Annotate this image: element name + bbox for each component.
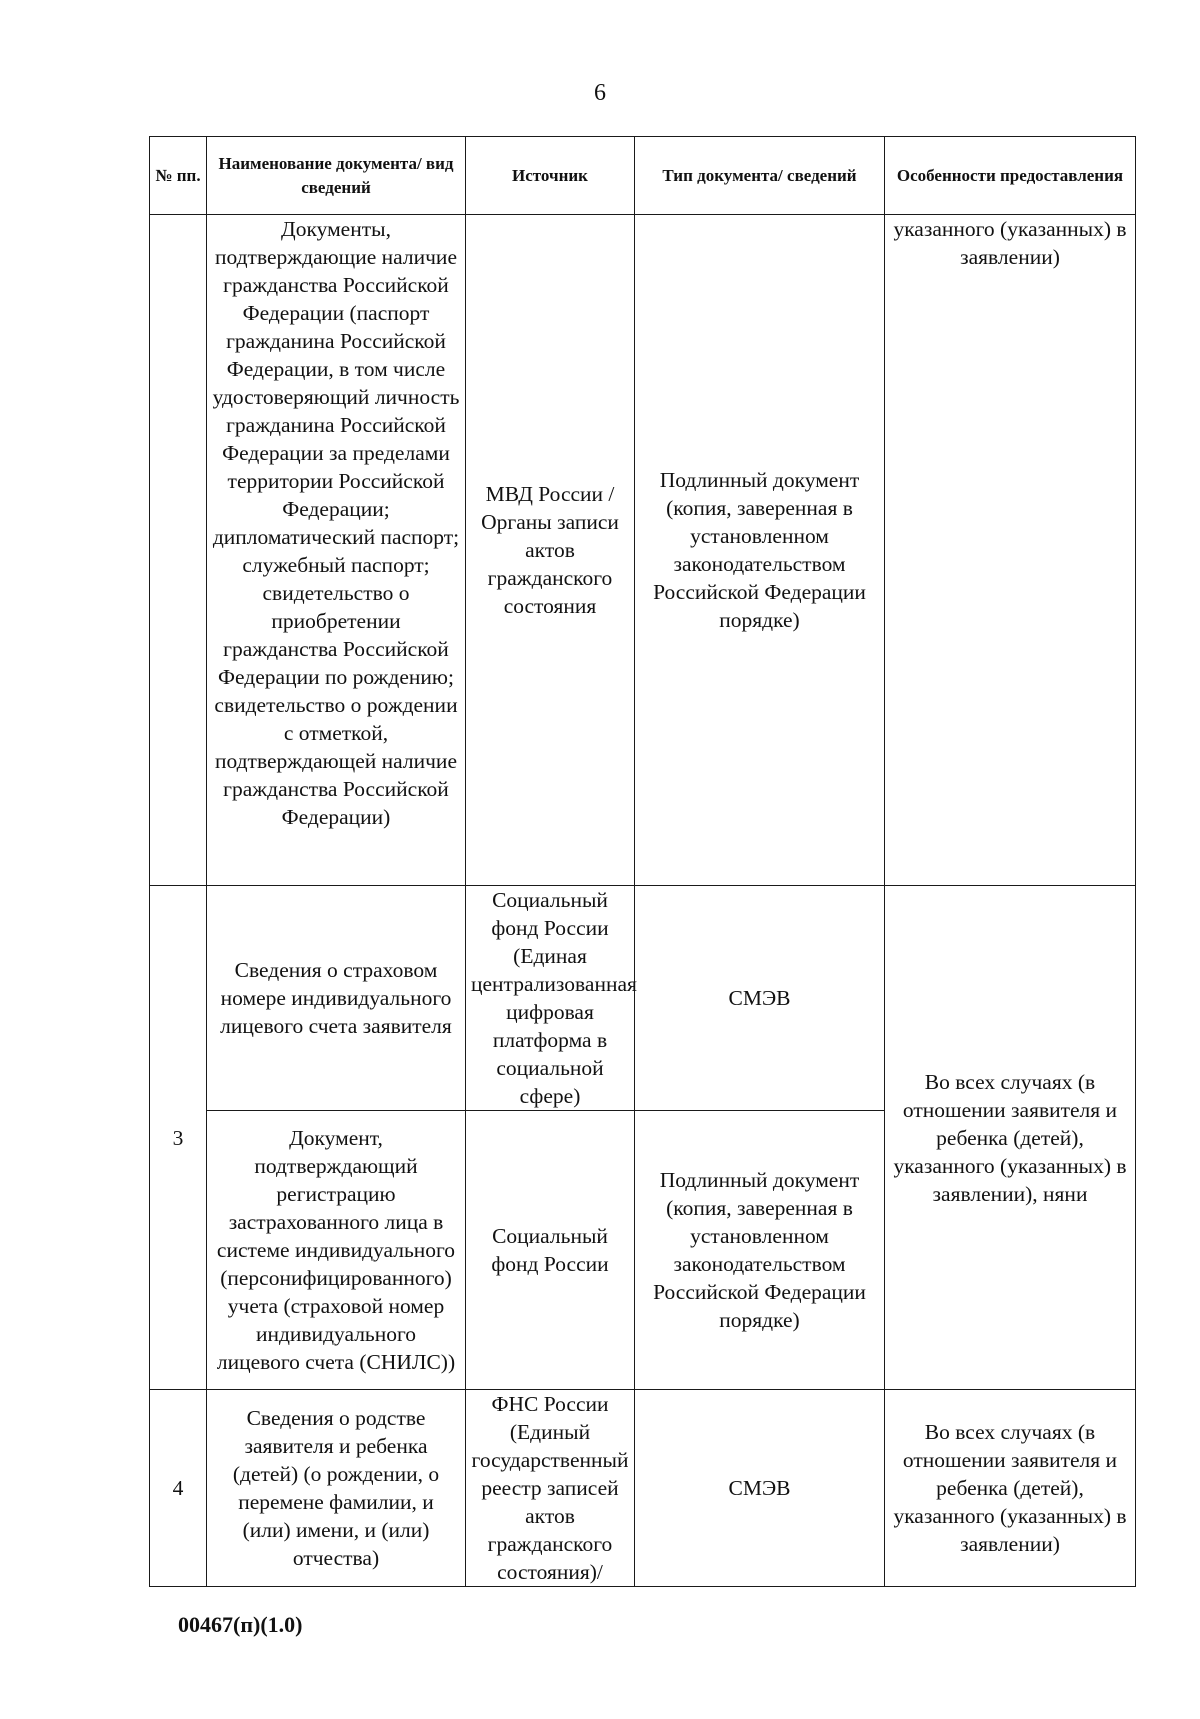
row-number: 3 bbox=[150, 886, 207, 1390]
document-name: Документ, подтверждающий регистрацию застрахованного лица в системе индивидуального (персонифицированного) учета (страховой номер индивидуального лицевого счета (СНИЛС)) bbox=[207, 1111, 466, 1390]
row-number bbox=[150, 215, 207, 886]
provision-features: указанного (указанных) в заявлении) bbox=[885, 215, 1136, 886]
document-code: 00467(п)(1.0) bbox=[178, 1612, 303, 1637]
table-header bbox=[150, 137, 1136, 215]
document-source: Социальный фонд России (Единая централизованная цифровая платформа в социальной сфере) bbox=[466, 886, 635, 1111]
header-num: № пп. bbox=[150, 137, 207, 215]
page-number: 6 bbox=[594, 80, 606, 106]
document-type: Подлинный документ (копия, заверенная в установленном законодательством Российской Федерации порядке) bbox=[635, 215, 885, 886]
table-row bbox=[150, 1390, 1136, 1587]
document-name: Сведения о страховом номере индивидуального лицевого счета заявителя bbox=[207, 886, 466, 1111]
header-source: Источник bbox=[466, 137, 635, 215]
document-type: СМЭВ bbox=[635, 1390, 885, 1587]
header-type: Тип документа/ сведений bbox=[635, 137, 885, 215]
header-features: Особенности предоставления bbox=[885, 137, 1136, 215]
document-type: СМЭВ bbox=[635, 886, 885, 1111]
document-type: Подлинный документ (копия, заверенная в установленном законодательством Российской Федерации порядке) bbox=[635, 1111, 885, 1390]
document-source: МВД России / Органы записи актов гражданского состояния bbox=[466, 215, 635, 886]
table-row bbox=[150, 886, 1136, 1111]
document-name: Сведения о родстве заявителя и ребенка (детей) (о рождении, о перемене фамилии, и (или) имени, и (или) отчества) bbox=[207, 1390, 466, 1587]
row-number: 4 bbox=[150, 1390, 207, 1587]
documents-table bbox=[149, 136, 1136, 1587]
provision-features: Во всех случаях (в отношении заявителя и ребенка (детей), указанного (указанных) в заявлении) bbox=[885, 1390, 1136, 1587]
document-source: Социальный фонд России bbox=[466, 1111, 635, 1390]
header-name: Наименование документа/ вид сведений bbox=[207, 137, 466, 215]
document-name: Документы, подтверждающие наличие гражданства Российской Федерации (паспорт гражданина Российской Федерации, в том числе удостоверяющий личность гражданина Российской Федерации за пределами территории Российской Федерации; дипломатический паспорт; служебный паспорт; свидетельство о приобретении гражданства Российской Федерации по рождению; свидетельство о рождении с отметкой, подтверждающей наличие гражданства Российской Федерации) bbox=[207, 215, 466, 886]
document-source: ФНС России (Единый государственный реестр записей актов гражданского состояния)/ bbox=[466, 1390, 635, 1587]
provision-features: Во всех случаях (в отношении заявителя и ребенка (детей), указанного (указанных) в заявлении), няни bbox=[885, 886, 1136, 1390]
table-row bbox=[150, 215, 1136, 886]
